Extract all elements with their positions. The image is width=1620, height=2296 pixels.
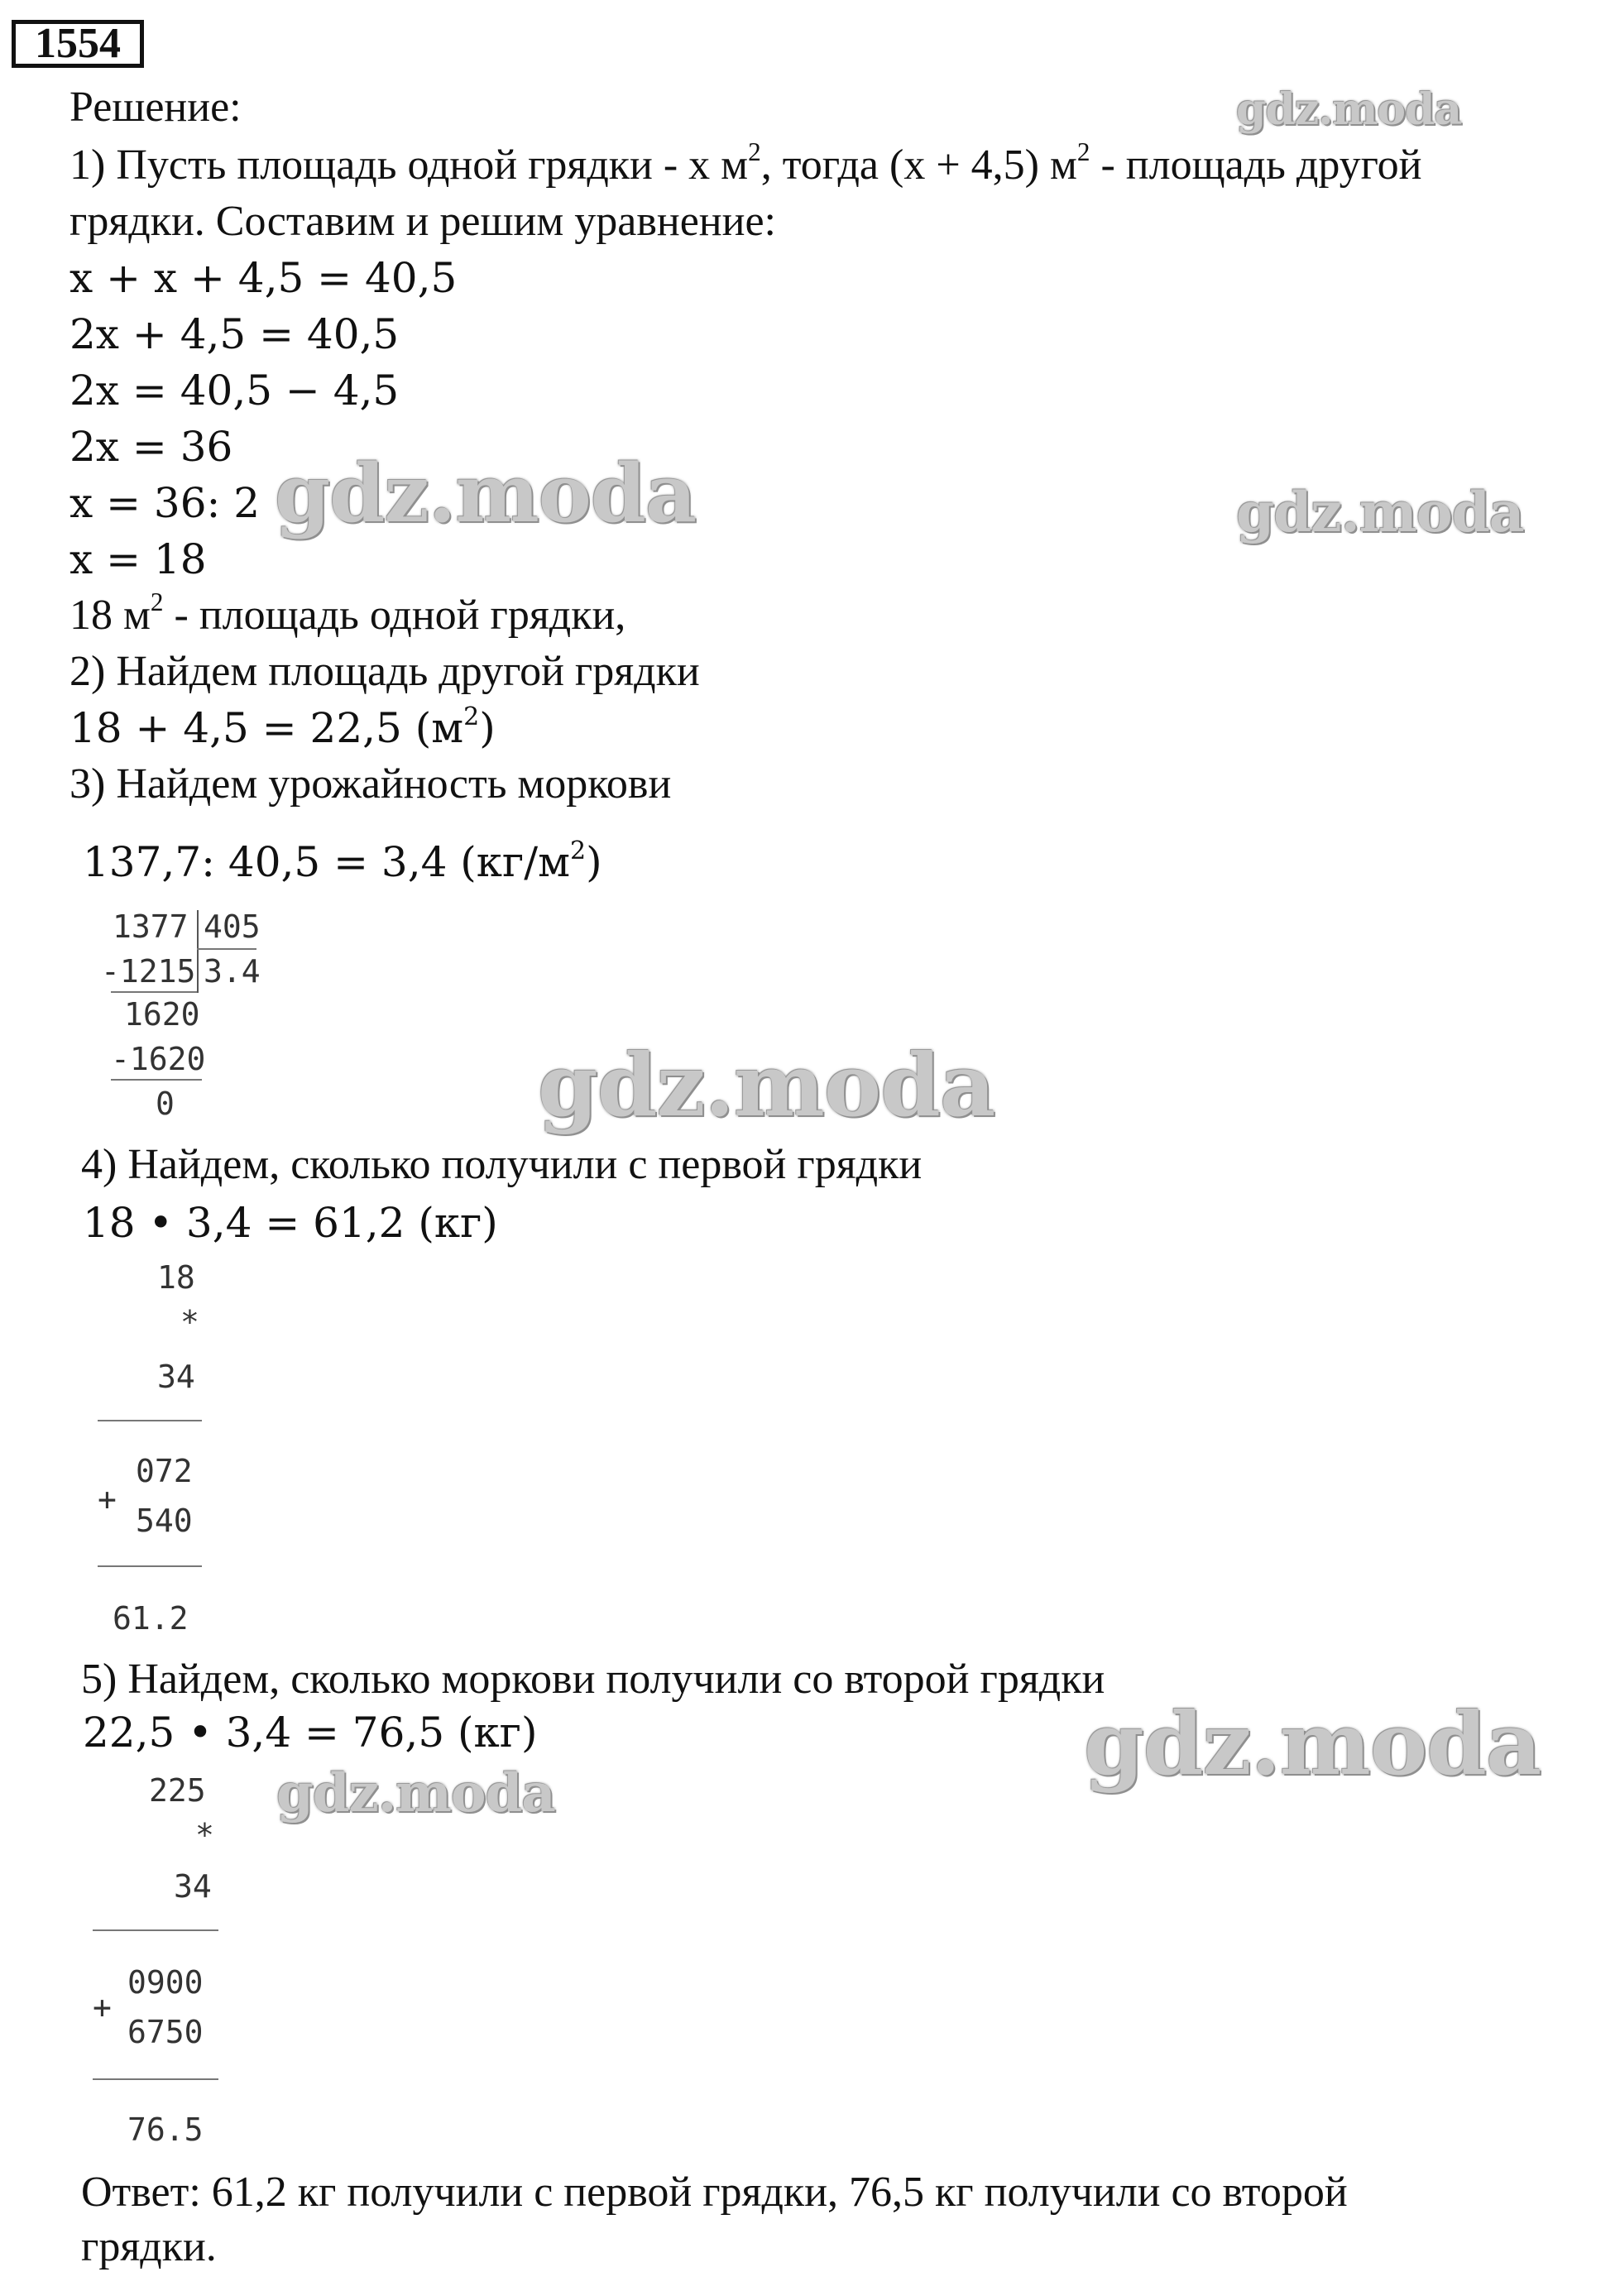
partial-1: 0900 [127, 1964, 204, 2001]
multiply-sign: * [195, 1817, 214, 1853]
equation-line: 2x = 40,5 − 4,5 [69, 367, 400, 415]
step4-title: 4) Найдем, сколько получили с первой грядки [81, 1141, 923, 1188]
mul-underline [98, 1565, 202, 1567]
dividend: 1377 [113, 908, 189, 945]
watermark: gdz.moda [538, 1034, 995, 1136]
quotient: 3.4 [204, 953, 261, 990]
plus-sign: + [98, 1481, 117, 1517]
step1-line: 1) Пусть площадь одной грядки - x $м^2$, тогда (x + 4,5) $м^2$ - площадь другой [69, 137, 1422, 189]
step2-title: 2) Найдем площадь другой грядки [69, 648, 700, 695]
step2-expr: 18 + 4,5 = 22,5 $(м^2)$ [69, 702, 496, 752]
factor-b: 34 [174, 1868, 212, 1905]
equation-line: x + x + 4,5 = 40,5 [69, 254, 458, 302]
step5-expr: 22,5 • 3,4 = 76,5 (кг) [83, 1709, 538, 1757]
subtract-2: -1620 [111, 1041, 206, 1077]
division-underline [111, 1079, 202, 1081]
area-result-line: 18 $м^2$ - площадь одной грядки, [69, 587, 626, 639]
step3-expr: 137,7: 40,5 = 3,4 $(кг/м^2)$ [83, 836, 602, 886]
partial-2: 540 [136, 1503, 193, 1539]
equation-line: 2x = 36 [69, 423, 233, 471]
factor-a: 225 [149, 1772, 206, 1809]
multiply-sign: * [180, 1304, 199, 1340]
factor-b: 34 [157, 1359, 195, 1395]
answer-line-2: грядки. [81, 2223, 217, 2270]
step3-title: 3) Найдем урожайность моркови [69, 760, 672, 808]
factor-a: 18 [157, 1259, 195, 1296]
partial-1: 072 [136, 1453, 193, 1489]
product: 61.2 [113, 1600, 189, 1637]
task-number: 1554 [12, 20, 144, 68]
product: 76.5 [127, 2111, 204, 2148]
plus-sign: + [93, 1989, 112, 2025]
equation-line: 2x + 4,5 = 40,5 [69, 310, 400, 358]
partial-2: 6750 [127, 2014, 204, 2050]
watermark: gdz.moda [1236, 480, 1524, 544]
answer-line-1: Ответ: 61,2 кг получили с первой грядки, 76,5 кг получили со второй [81, 2169, 1348, 2216]
division-bar [197, 910, 199, 993]
equation-line: x = 18 [69, 535, 207, 583]
watermark: gdz.moda [275, 447, 697, 540]
mul-underline [93, 2078, 218, 2080]
step4-expr: 18 • 3,4 = 61,2 (кг) [83, 1199, 498, 1247]
divisor-underline [197, 948, 256, 950]
watermark: gdz.moda [1084, 1693, 1541, 1795]
step1-line-cont: грядки. Составим и решим уравнение: [69, 198, 776, 245]
watermark: gdz.moda [1236, 84, 1462, 135]
divisor: 405 [204, 908, 261, 945]
equation-line: x = 36: 2 [69, 479, 261, 527]
subtract-1: -1215 [101, 953, 196, 990]
remainder-1: 1620 [124, 996, 200, 1033]
mul-underline [93, 1929, 218, 1931]
solution-heading: Решение: [69, 84, 242, 131]
division-result: 0 [156, 1086, 175, 1122]
step5-title: 5) Найдем, сколько моркови получили со второй грядки [81, 1656, 1105, 1703]
watermark: gdz.moda [276, 1762, 555, 1824]
mul-underline [98, 1420, 202, 1421]
division-underline [111, 991, 197, 993]
